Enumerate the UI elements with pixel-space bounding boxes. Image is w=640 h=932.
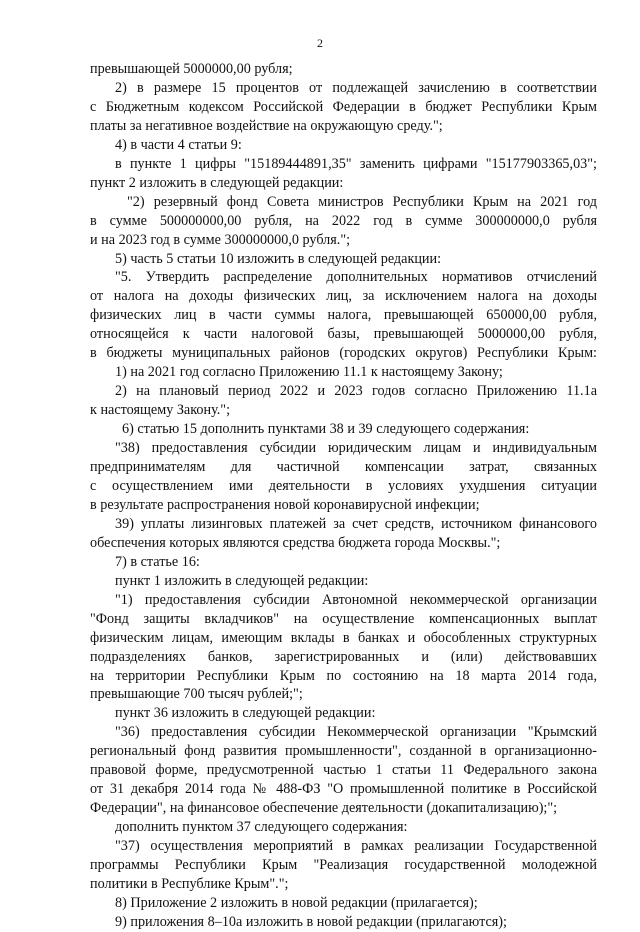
text-line: 2) на плановый период 2022 и 2023 годов согласно Приложению 11.1а (115, 383, 597, 400)
text-line: подразделениях банков, зарегистрированных и (или) действовавших (90, 648, 597, 665)
text-line: в сумме 500000000,00 рубля, на 2022 год в сумме 300000000,0 рубля (90, 212, 597, 229)
text-line: физических лиц в части суммы налога, превышающей 650000,00 рубля, (90, 307, 597, 324)
text-line: превышающие 700 тысяч рублей;"; (90, 686, 303, 703)
text-line: 6) статью 15 дополнить пунктами 38 и 39 следующего содержания: (122, 421, 530, 438)
text-line: "Фонд защиты вкладчиков" на осуществление компенсационных выплат (90, 610, 597, 627)
text-line: "1) предоставления субсидии Автономной некоммерческой организации (115, 591, 597, 608)
text-line: и на 2023 год в сумме 300000000,0 рубля."; (90, 231, 351, 248)
text-line: 8) Приложение 2 изложить в новой редакции (прилагается); (115, 894, 478, 911)
text-line: от налога на доходы физических лиц, за исключением налога на доходы (90, 288, 597, 305)
text-line: 2) в размере 15 процентов от подлежащей зачислению в соответствии (115, 79, 597, 96)
text-line: региональный фонд развития промышленности", созданной в организационно- (90, 743, 597, 760)
text-line: пункт 36 изложить в следующей редакции: (115, 705, 376, 722)
text-line: в бюджеты муниципальных районов (городских округов) Республики Крым: (90, 345, 597, 362)
page-number: 2 (317, 36, 323, 50)
text-line: относящейся к части налоговой базы, превышающей 5000000,00 рубля, (90, 326, 597, 343)
text-line: "2) резервный фонд Совета министров Республики Крым на 2021 год (127, 193, 597, 210)
text-line: дополнить пунктом 37 следующего содержания: (115, 819, 408, 836)
text-line: "37) осуществления мероприятий в рамках реализации Государственной (115, 838, 597, 855)
text-line: пункт 1 изложить в следующей редакции: (115, 572, 369, 589)
text-line: 7) в статье 16: (115, 553, 200, 570)
text-line: 9) приложения 8–10а изложить в новой редакции (прилагаются); (115, 913, 507, 930)
text-line: в пункте 1 цифры "15189444891,35" заменить цифрами "15177903365,03"; (115, 155, 597, 172)
text-line: "5. Утвердить распределение дополнительных нормативов отчислений (115, 269, 597, 286)
text-line: от 31 декабря 2014 года № 488-ФЗ "О промышленной политике в Российской (90, 781, 597, 798)
document-body (90, 60, 597, 932)
text-line: 5) часть 5 статьи 10 изложить в следующей редакции: (115, 250, 442, 267)
text-line: правовой форме, предусмотренной частью 1 статьи 11 Федерального закона (90, 762, 597, 779)
text-line: 39) уплаты лизинговых платежей за счет средств, источником финансового (115, 515, 597, 532)
text-line: с Бюджетным кодексом Российской Федерации в бюджет Республики Крым (90, 98, 597, 115)
text-line: к настоящему Закону."; (90, 402, 231, 419)
text-line: превышающей 5000000,00 рубля; (90, 61, 293, 77)
text-line: 4) в части 4 статьи 9: (115, 136, 242, 153)
text-line: с осуществлением ими деятельности в условиях ухудшения ситуации (90, 477, 597, 494)
text-line: "38) предоставления субсидии юридическим лицам и индивидуальным (115, 440, 597, 457)
text-line: в результате распространения новой коронавирусной инфекции; (90, 496, 480, 513)
text-line: платы за негативное воздействие на окружающую среду."; (90, 117, 443, 134)
text-line: политики в Республике Крым"."; (90, 875, 289, 892)
text-line: "36) предоставления субсидии Некоммерческой организации "Крымский (115, 724, 597, 741)
text-line: 1) на 2021 год согласно Приложению 11.1 к настоящему Закону; (115, 364, 503, 381)
text-line: пункт 2 изложить в следующей редакции: (90, 174, 344, 191)
text-line: программы Республики Крым "Реализация государственной молодежной (90, 857, 597, 874)
text-line: Федерации", на финансовое обеспечение деятельности (докапитализацию);"; (90, 800, 558, 817)
text-line: обеспечения которых являются средства бюджета города Москвы."; (90, 534, 501, 551)
text-line: на территории Республики Крым по состоянию на 18 марта 2014 года, (90, 667, 597, 684)
text-line: физическим лицам, имеющим вклады в банках и обособленных структурных (90, 629, 597, 646)
text-line: предпринимателям для частичной компенсации затрат, связанных (90, 459, 597, 476)
